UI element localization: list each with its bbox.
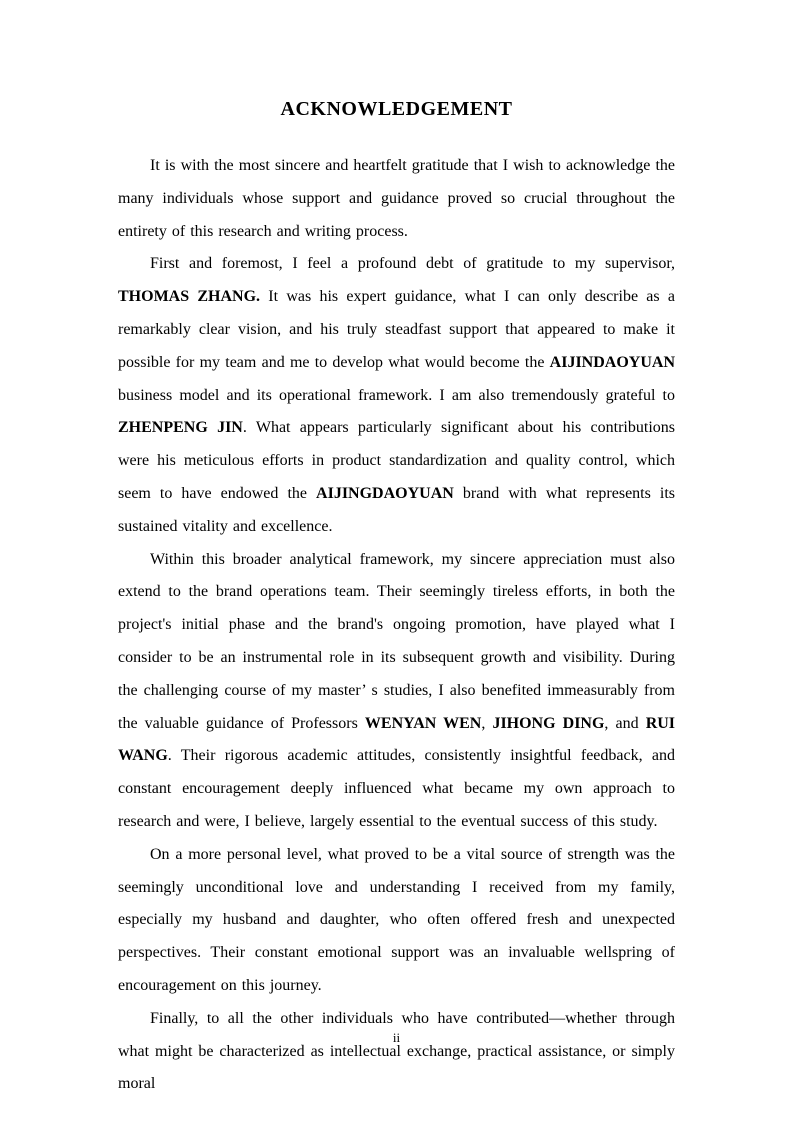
text-run-bold-name: THOMAS ZHANG. [118, 288, 261, 306]
page-title: ACKNOWLEDGEMENT [280, 98, 513, 120]
text-run: It was his expert guidance, what I can only describe as a remarkably clear vision, and his truly steadfast support that appeared to make it possible for my team and me to develop what would become the [118, 288, 675, 371]
text-run-bold-name: RUI WANG [118, 714, 676, 765]
text-run-bold-name: JIHONG DING [492, 714, 605, 732]
text-run: business model and its operational framework. I am also tremendously grateful to [118, 386, 675, 404]
text-run: Finally, to all the other individuals who have contributed—whether through what might be characterized as intellectual exchange, practical assistance, or simply moral [118, 1009, 675, 1093]
paragraph-team-professors [118, 544, 675, 839]
paragraph-supervisor [118, 248, 675, 543]
text-run: , and [604, 714, 646, 732]
text-run: On a more personal level, what proved to be a vital source of strength was the seemingly unconditional love and understanding I received from my family, especially my husband and daughter, who often offered fresh and unexpected perspectives. Their constant emotional support was an invaluable wellspring of encouragement on this journey. [118, 845, 675, 994]
text-run: , [481, 714, 493, 732]
text-run: . Their rigorous academic attitudes, consistently insightful feedback, and constant encouragement deeply influenced what became my own approach to research and were, I believe, largely essential to the eventual success of this study. [118, 747, 675, 830]
body-text [118, 150, 675, 1101]
text-run: . What appears particularly significant about his contributions were his meticulous efforts in product standardization and quality control, which seem to have endowed the [118, 419, 675, 502]
text-run-bold-brand: AIJINDAOYUAN [549, 353, 675, 371]
page-number: ii [392, 1030, 401, 1045]
text-run: Within this broader analytical framework, my sincere appreciation must also extend to the brand operations team. Their seemingly tireless efforts, in both the project's initial phase and the brand's ongoing promotion, have played what I consider to be an instrumental role in its subsequent growth and visibility. During the challenging course of my master’ s studies, I also benefited immeasurably from the valuable guidance of Professors [118, 550, 675, 732]
paragraph-intro [118, 150, 675, 248]
text-run-bold-name: WENYAN WEN [364, 714, 482, 732]
text-run: brand with what represents its sustained vitality and excellence. [118, 484, 676, 535]
paragraph-family [118, 839, 675, 1003]
text-run-bold-brand: AIJINGDAOYUAN [316, 484, 454, 502]
text-run: First and foremost, I feel a profound debt of gratitude to my supervisor, [150, 255, 675, 273]
text-run: It is with the most sincere and heartfelt gratitude that I wish to acknowledge the many individuals whose support and guidance proved so crucial throughout the entirety of this research and writing process. [118, 157, 675, 240]
paragraph-finally [118, 1003, 675, 1101]
text-run-bold-name: ZHENPENG JIN [118, 419, 243, 437]
